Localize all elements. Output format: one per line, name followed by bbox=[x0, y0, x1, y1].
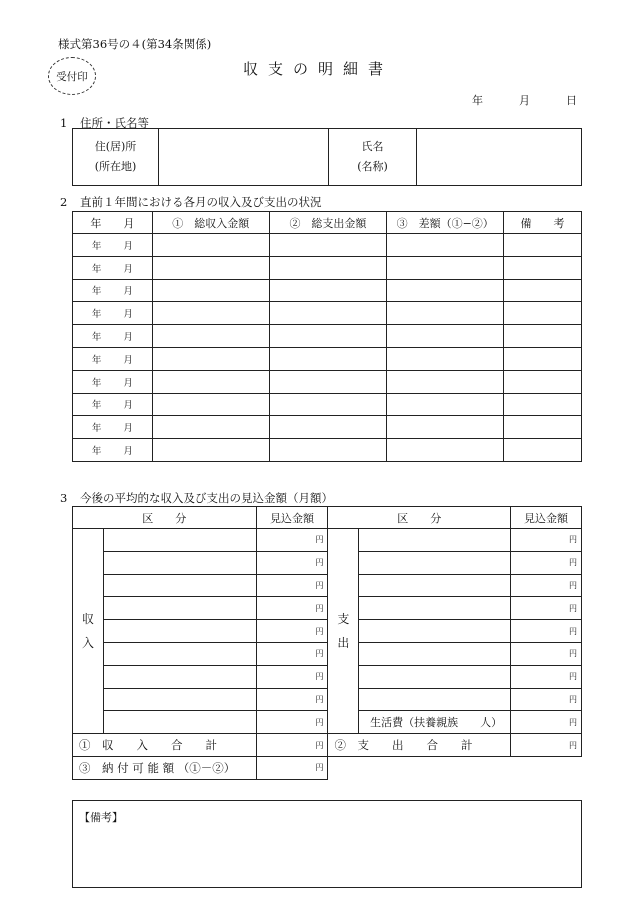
income-amount-field[interactable] bbox=[256, 711, 328, 734]
total-income-cell[interactable] bbox=[152, 370, 269, 393]
col-header-total-expense: ② 総支出金額 bbox=[269, 212, 387, 234]
month-label: 月 bbox=[123, 400, 133, 412]
year-month-cell[interactable] bbox=[73, 279, 153, 302]
yen-unit: 円 bbox=[315, 535, 324, 545]
expense-amount-field[interactable] bbox=[511, 642, 582, 665]
blank-area bbox=[328, 756, 582, 779]
date-year-label: 年 bbox=[472, 94, 483, 107]
difference-cell[interactable] bbox=[387, 279, 504, 302]
expense-item-field[interactable] bbox=[359, 688, 511, 711]
year-label: 年 bbox=[91, 446, 102, 458]
section1-number: 1 bbox=[60, 116, 68, 130]
section2-heading bbox=[60, 194, 322, 210]
yen-unit: 円 bbox=[315, 717, 324, 727]
expense-amount-field[interactable] bbox=[511, 597, 582, 620]
expense-amount-field[interactable] bbox=[511, 711, 582, 734]
remarks-cell[interactable] bbox=[504, 302, 582, 325]
total-income-cell[interactable] bbox=[152, 279, 269, 302]
month-label: 月 bbox=[123, 309, 133, 321]
income-item-field[interactable] bbox=[103, 665, 256, 688]
remarks-cell[interactable] bbox=[504, 325, 582, 348]
month-label: 月 bbox=[123, 240, 133, 252]
income-total-amount[interactable] bbox=[256, 734, 328, 757]
year-month-cell[interactable] bbox=[73, 393, 153, 416]
month-label: 月 bbox=[123, 354, 133, 366]
income-item-field[interactable] bbox=[103, 688, 256, 711]
year-label: 年 bbox=[91, 377, 102, 389]
monthly-row bbox=[73, 439, 582, 462]
year-month-cell[interactable] bbox=[73, 234, 153, 257]
year-label: 年 bbox=[91, 400, 102, 412]
monthly-row bbox=[73, 302, 582, 325]
yen-unit: 円 bbox=[569, 558, 577, 568]
month-label: 月 bbox=[123, 377, 133, 389]
income-item-field[interactable] bbox=[103, 597, 256, 620]
section1-title: 住所・氏名等 bbox=[80, 116, 149, 130]
section2-title: 直前１年間における各月の収入及び支出の状況 bbox=[80, 195, 322, 209]
difference-cell[interactable] bbox=[387, 416, 504, 439]
remarks-box[interactable] bbox=[72, 800, 582, 888]
form-number: 様式第36号の４(第34条関係) bbox=[58, 37, 212, 51]
income-label-char: 収 bbox=[81, 612, 94, 627]
year-label: 年 bbox=[91, 286, 102, 298]
yen-unit: 円 bbox=[315, 603, 324, 613]
projection-row bbox=[73, 688, 582, 711]
expense-amount-field[interactable] bbox=[511, 688, 582, 711]
income-amount-header: 見込金額 bbox=[256, 507, 328, 529]
month-label: 月 bbox=[123, 423, 133, 435]
section3-number: 3 bbox=[60, 491, 68, 505]
monthly-row bbox=[73, 325, 582, 348]
year-month-cell[interactable] bbox=[73, 325, 153, 348]
income-amount-field[interactable] bbox=[256, 529, 328, 552]
projection-row bbox=[73, 642, 582, 665]
monthly-row bbox=[73, 279, 582, 302]
expense-total-label: ② 支 出 合 計 bbox=[328, 734, 511, 757]
expense-amount-header: 見込金額 bbox=[511, 507, 582, 529]
projection-row bbox=[73, 529, 582, 552]
expense-item-field[interactable] bbox=[359, 574, 511, 597]
total-income-cell[interactable] bbox=[152, 416, 269, 439]
yen-unit: 円 bbox=[315, 626, 324, 636]
projection-row bbox=[73, 665, 582, 688]
difference-cell[interactable] bbox=[387, 347, 504, 370]
expense-item-field[interactable] bbox=[359, 620, 511, 643]
income-amount-field[interactable] bbox=[256, 597, 328, 620]
projection-row bbox=[73, 574, 582, 597]
month-label: 月 bbox=[123, 286, 133, 298]
expense-amount-field[interactable] bbox=[511, 665, 582, 688]
expense-category-header: 区 分 bbox=[328, 507, 511, 529]
remarks-cell[interactable] bbox=[504, 393, 582, 416]
year-month-cell[interactable] bbox=[73, 302, 153, 325]
year-label: 年 bbox=[91, 263, 102, 275]
total-expense-cell[interactable] bbox=[269, 393, 387, 416]
payable-amount[interactable] bbox=[256, 756, 328, 779]
yen-unit: 円 bbox=[315, 649, 324, 659]
total-income-cell[interactable] bbox=[152, 234, 269, 257]
payable-amount-label: ③ 納 付 可 能 額 （①－②） bbox=[73, 756, 257, 779]
expense-amount-field[interactable] bbox=[511, 620, 582, 643]
projection-row bbox=[73, 597, 582, 620]
total-income-cell[interactable] bbox=[152, 393, 269, 416]
year-month-cell[interactable] bbox=[73, 416, 153, 439]
expense-amount-field[interactable] bbox=[511, 529, 582, 552]
yen-unit: 円 bbox=[569, 649, 577, 659]
expense-amount-field[interactable] bbox=[511, 551, 582, 574]
address-label: 住(居)所 bbox=[94, 140, 137, 153]
month-label: 月 bbox=[123, 446, 133, 458]
yen-unit: 円 bbox=[569, 626, 577, 636]
remarks-cell[interactable] bbox=[504, 347, 582, 370]
income-amount-field[interactable] bbox=[256, 642, 328, 665]
remarks-label: 【備考】 bbox=[79, 811, 123, 824]
remarks-cell[interactable] bbox=[504, 234, 582, 257]
projected-income-expense-table bbox=[72, 506, 582, 780]
year-month-cell[interactable] bbox=[73, 370, 153, 393]
year-month-cell[interactable] bbox=[73, 256, 153, 279]
difference-cell[interactable] bbox=[387, 302, 504, 325]
total-income-cell[interactable] bbox=[152, 439, 269, 462]
year-label: 年 bbox=[91, 423, 102, 435]
income-amount-field[interactable] bbox=[256, 551, 328, 574]
total-expense-cell[interactable] bbox=[269, 370, 387, 393]
difference-cell[interactable] bbox=[387, 234, 504, 257]
address-name-table bbox=[72, 128, 582, 186]
section3-title: 今後の平均的な収入及び支出の見込金額（月額） bbox=[80, 491, 333, 505]
expense-amount-field[interactable] bbox=[511, 574, 582, 597]
year-label: 年 bbox=[91, 240, 102, 252]
expense-item-field[interactable] bbox=[359, 551, 511, 574]
name-field[interactable] bbox=[417, 129, 582, 186]
yen-unit: 円 bbox=[569, 580, 577, 590]
projection-row bbox=[73, 711, 582, 734]
income-amount-field[interactable] bbox=[256, 665, 328, 688]
projection-row bbox=[73, 551, 582, 574]
yen-unit: 円 bbox=[315, 694, 324, 704]
total-expense-cell[interactable] bbox=[269, 302, 387, 325]
total-expense-cell[interactable] bbox=[269, 234, 387, 257]
yen-unit: 円 bbox=[569, 603, 577, 613]
expense-total-amount[interactable] bbox=[511, 734, 582, 757]
monthly-row bbox=[73, 370, 582, 393]
total-expense-cell[interactable] bbox=[269, 416, 387, 439]
remarks-cell[interactable] bbox=[504, 439, 582, 462]
income-category-header: 区 分 bbox=[73, 507, 257, 529]
expense-side-label bbox=[328, 529, 359, 734]
section3-heading bbox=[60, 490, 333, 506]
yen-unit: 円 bbox=[569, 717, 577, 727]
income-side-label bbox=[73, 529, 104, 734]
col-header-remarks: 備 考 bbox=[504, 212, 582, 234]
year-month-cell[interactable] bbox=[73, 347, 153, 370]
expense-item-field[interactable] bbox=[359, 529, 511, 552]
remarks-cell[interactable] bbox=[504, 370, 582, 393]
income-total-label: ① 収 入 合 計 bbox=[73, 734, 257, 757]
income-item-field[interactable] bbox=[103, 620, 256, 643]
col-header-difference: ③ 差額（①−②） bbox=[387, 212, 504, 234]
total-expense-cell[interactable] bbox=[269, 439, 387, 462]
payable-row bbox=[73, 756, 582, 779]
year-label: 年 bbox=[91, 332, 102, 344]
yen-unit: 円 bbox=[569, 672, 577, 682]
total-income-cell[interactable] bbox=[152, 302, 269, 325]
income-item-field[interactable] bbox=[103, 574, 256, 597]
stamp-label: 受付印 bbox=[56, 70, 88, 83]
date-month-label: 月 bbox=[519, 94, 530, 107]
address-field[interactable] bbox=[159, 129, 329, 186]
page-title: 収支の明細書 bbox=[242, 60, 393, 78]
yen-unit: 円 bbox=[569, 740, 577, 750]
yen-unit: 円 bbox=[315, 740, 324, 750]
expense-item-field[interactable] bbox=[359, 665, 511, 688]
yen-unit: 円 bbox=[569, 694, 577, 704]
monthly-income-expense-table bbox=[72, 211, 582, 462]
income-label-char: 入 bbox=[81, 636, 94, 651]
income-amount-field[interactable] bbox=[256, 574, 328, 597]
totals-row bbox=[73, 734, 582, 757]
income-item-field[interactable] bbox=[103, 551, 256, 574]
address-sub-label: (所在地) bbox=[94, 160, 137, 173]
total-expense-cell[interactable] bbox=[269, 279, 387, 302]
difference-cell[interactable] bbox=[387, 439, 504, 462]
total-income-cell[interactable] bbox=[152, 325, 269, 348]
yen-unit: 円 bbox=[315, 763, 324, 773]
remarks-cell[interactable] bbox=[504, 279, 582, 302]
difference-cell[interactable] bbox=[387, 256, 504, 279]
expense-item-field[interactable] bbox=[359, 597, 511, 620]
monthly-row bbox=[73, 256, 582, 279]
name-label-cell bbox=[329, 129, 417, 186]
income-amount-field[interactable] bbox=[256, 688, 328, 711]
name-sub-label: (名称) bbox=[357, 160, 388, 173]
yen-unit: 円 bbox=[569, 535, 577, 545]
income-item-field[interactable] bbox=[103, 711, 256, 734]
living-cost-label bbox=[359, 711, 511, 734]
total-income-cell[interactable] bbox=[152, 256, 269, 279]
remarks-cell[interactable] bbox=[504, 256, 582, 279]
address-label-cell bbox=[73, 129, 159, 186]
expense-label-char: 支 bbox=[337, 612, 350, 627]
year-month-cell[interactable] bbox=[73, 439, 153, 462]
difference-cell[interactable] bbox=[387, 370, 504, 393]
income-item-field[interactable] bbox=[103, 529, 256, 552]
income-amount-field[interactable] bbox=[256, 620, 328, 643]
yen-unit: 円 bbox=[315, 580, 324, 590]
total-income-cell[interactable] bbox=[152, 347, 269, 370]
monthly-row bbox=[73, 393, 582, 416]
month-label: 月 bbox=[123, 332, 133, 344]
year-label: 年 bbox=[91, 354, 102, 366]
expense-label-char: 出 bbox=[337, 636, 350, 651]
year-label: 年 bbox=[91, 309, 102, 321]
monthly-row bbox=[73, 234, 582, 257]
remarks-cell[interactable] bbox=[504, 416, 582, 439]
col-header-total-income: ① 総収入金額 bbox=[152, 212, 269, 234]
total-expense-cell[interactable] bbox=[269, 325, 387, 348]
monthly-row bbox=[73, 416, 582, 439]
yen-unit: 円 bbox=[315, 558, 324, 568]
monthly-row bbox=[73, 347, 582, 370]
yen-unit: 円 bbox=[315, 672, 324, 682]
total-expense-cell[interactable] bbox=[269, 256, 387, 279]
difference-cell[interactable] bbox=[387, 325, 504, 348]
name-label: 氏名 bbox=[361, 140, 384, 153]
total-expense-cell[interactable] bbox=[269, 347, 387, 370]
expense-item-field[interactable] bbox=[359, 642, 511, 665]
living-cost-text: 生活費（扶養親族 人） bbox=[370, 716, 503, 730]
month-label: 月 bbox=[123, 263, 133, 275]
difference-cell[interactable] bbox=[387, 393, 504, 416]
income-item-field[interactable] bbox=[103, 642, 256, 665]
date-day-label: 日 bbox=[566, 94, 577, 107]
projection-row bbox=[73, 620, 582, 643]
col-header-year-month: 年 月 bbox=[73, 212, 153, 234]
section2-number: 2 bbox=[60, 195, 68, 209]
